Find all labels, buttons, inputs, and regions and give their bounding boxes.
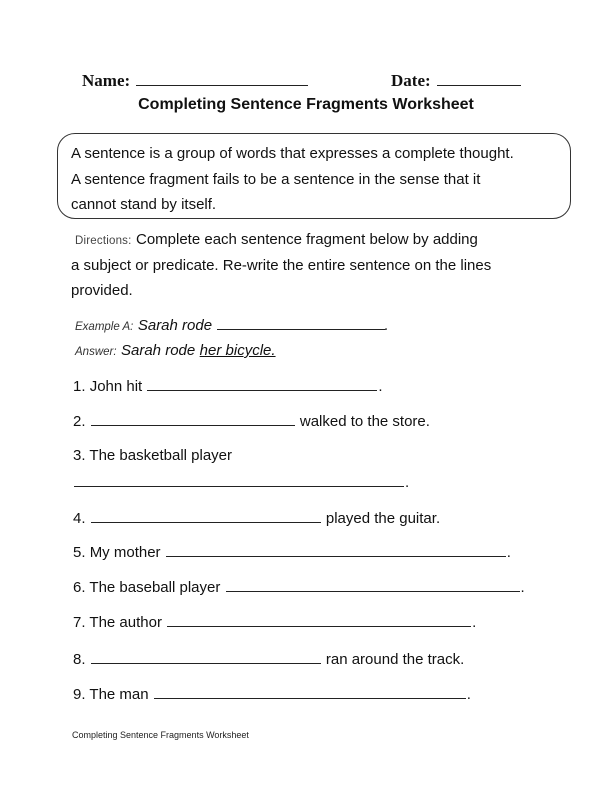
- question-ending: .: [378, 378, 383, 395]
- answer-label: Answer:: [75, 346, 117, 358]
- question-number: 2.: [73, 413, 86, 430]
- question-ending: .: [520, 579, 525, 596]
- example-row: [75, 316, 389, 335]
- page-footer: Completing Sentence Fragments Worksheet: [72, 730, 249, 740]
- question-ending: .: [472, 614, 477, 631]
- question-prompt: The basketball player: [89, 447, 233, 464]
- answer-row: [75, 342, 276, 360]
- question-8: [73, 650, 464, 668]
- question-ending: .: [405, 474, 410, 491]
- worksheet-title: Completing Sentence Fragments Worksheet: [138, 96, 474, 113]
- question-1: [73, 377, 383, 395]
- answer-line[interactable]: [91, 650, 321, 664]
- question-ending: .: [506, 544, 511, 561]
- question-ending: ran around the track.: [325, 651, 465, 668]
- question-5: [73, 543, 511, 561]
- example-label: Example A:: [75, 321, 134, 333]
- question-prompt: The baseball player: [89, 579, 221, 596]
- question-number: 3.: [73, 447, 86, 464]
- question-2: [73, 412, 430, 430]
- answer-line[interactable]: [167, 613, 471, 627]
- question-3: [73, 447, 232, 464]
- question-3-line: [73, 473, 409, 491]
- question-9: [73, 685, 471, 703]
- question-number: 8.: [73, 651, 86, 668]
- directions-text-2: a subject or predicate. Re-write the entire sentence on the lines: [71, 257, 492, 274]
- question-prompt: My mother: [89, 544, 161, 561]
- definition-line-1: A sentence is a group of words that expresses a complete thought.: [71, 145, 514, 162]
- name-line[interactable]: [136, 71, 308, 86]
- question-ending: walked to the store.: [299, 413, 430, 430]
- question-number: 7.: [73, 614, 86, 631]
- example-end: .: [384, 317, 389, 334]
- answer-line[interactable]: [91, 412, 295, 426]
- answer-line[interactable]: [91, 509, 321, 523]
- directions-text-1: Complete each sentence fragment below by adding: [135, 231, 478, 248]
- question-ending: played the guitar.: [325, 510, 441, 527]
- question-number: 4.: [73, 510, 86, 527]
- answer-line[interactable]: [226, 578, 520, 592]
- date-field[interactable]: [391, 71, 521, 91]
- example-blank: [217, 316, 385, 330]
- name-field[interactable]: [82, 71, 308, 91]
- question-number: 9.: [73, 686, 86, 703]
- question-prompt: The author: [89, 614, 162, 631]
- definition-line-2: A sentence fragment fails to be a sentence in the sense that it: [71, 171, 481, 188]
- question-prompt: The man: [89, 686, 149, 703]
- answer-line[interactable]: [147, 377, 377, 391]
- answer-line[interactable]: [74, 473, 404, 487]
- example-text: Sarah rode: [137, 317, 213, 334]
- answer-line[interactable]: [154, 685, 466, 699]
- directions-text-3: provided.: [71, 282, 133, 299]
- answer-text: Sarah rode: [121, 342, 196, 359]
- directions-first-line: [75, 231, 478, 249]
- question-number: 1.: [73, 378, 86, 395]
- name-label: Name:: [82, 71, 131, 90]
- question-ending: .: [466, 686, 471, 703]
- answer-fill: her bicycle.: [199, 342, 276, 359]
- definition-line-3: cannot stand by itself.: [71, 196, 217, 213]
- answer-line[interactable]: [166, 543, 506, 557]
- question-number: 5.: [73, 544, 86, 561]
- question-prompt: John hit: [89, 378, 143, 395]
- date-label: Date:: [391, 71, 431, 90]
- question-6: [73, 578, 525, 596]
- question-4: [73, 509, 440, 527]
- date-line[interactable]: [437, 71, 521, 86]
- question-7: [73, 613, 476, 631]
- question-number: 6.: [73, 579, 86, 596]
- directions-label: Directions:: [75, 235, 132, 247]
